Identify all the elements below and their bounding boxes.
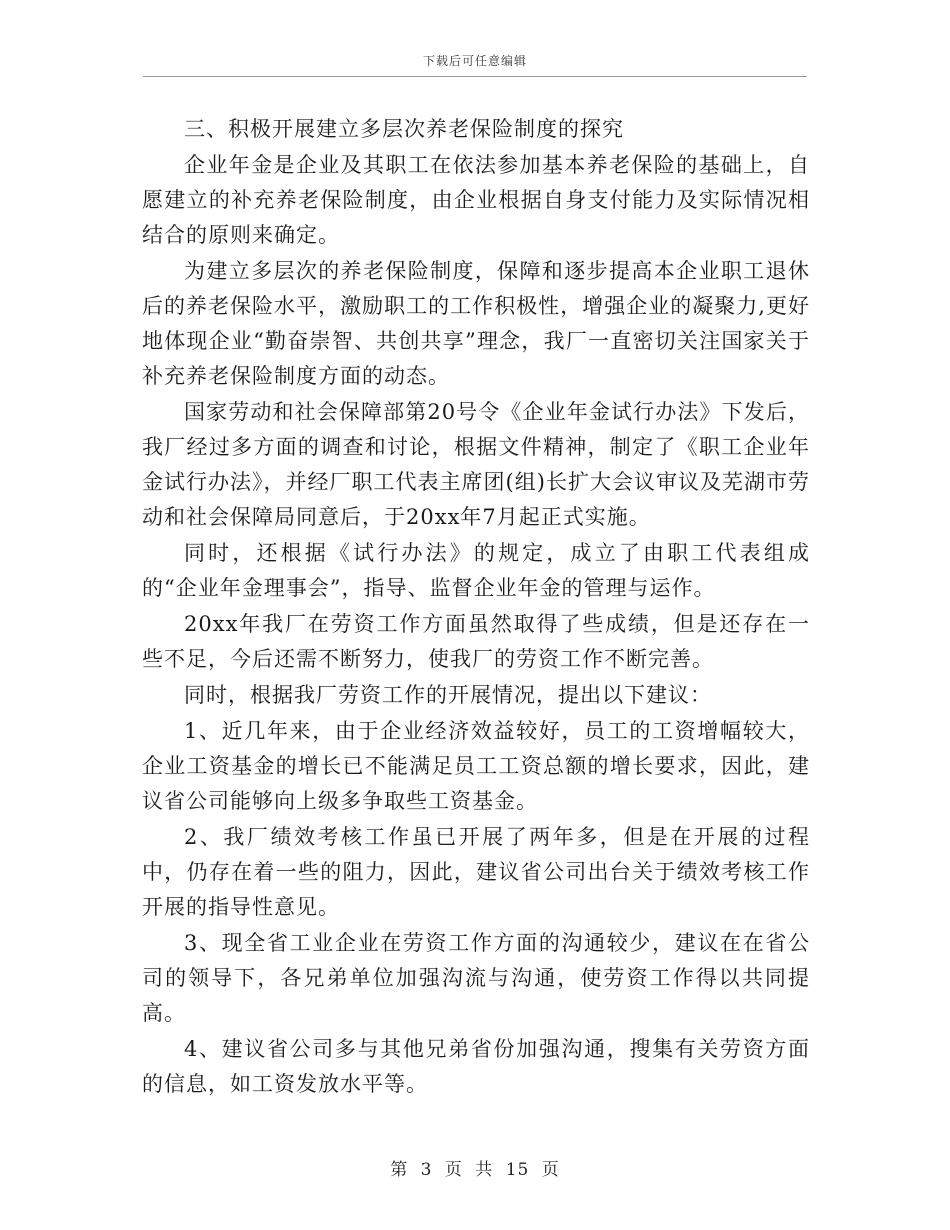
header-divider (143, 76, 807, 77)
page-header: 下载后可任意编辑 (422, 54, 527, 68)
paragraph-3: 国家劳动和社会保障部第20号令《企业年金试行办法》下发后，我厂经过多方面的调查和讨论，根据文件精神，制定了《职工企业年金试行办法》，并经厂职工代表主席团(组)长扩大会议审议及芜湖市劳动和社会保障局同意后，于20xx年7月起正式实施。 (142, 400, 810, 529)
page-number: 第 3 页 共 15 页 (390, 1160, 560, 1180)
paragraph-2: 为建立多层次的养老保险制度，保障和逐步提高本企业职工退休后的养老保险水平，激励职工的工作积极性，增强企业的凝聚力,更好地体现企业“勤奋崇智、共创共享”理念，我厂一直密切关注国家关于补充养老保险制度方面的动态。 (142, 259, 810, 388)
suggestion-1: 1、近几年来，由于企业经济效益较好，员工的工资增幅较大，企业工资基金的增长已不能满足员工工资总额的增长要求，因此，建议省公司能够向上级多争取些工资基金。 (142, 719, 810, 813)
paragraph-5: 20xx年我厂在劳资工作方面虽然取得了些成绩，但是还存在一些不足，今后还需不断努力，使我厂的劳资工作不断完善。 (142, 612, 810, 671)
paragraph-6: 同时，根据我厂劳资工作的开展情况，提出以下建议： (184, 683, 712, 707)
suggestion-2: 2、我厂绩效考核工作虽已开展了两年多，但是在开展的过程中，仍存在着一些的阻力，因此，建议省公司出台关于绩效考核工作开展的指导性意见。 (142, 825, 810, 919)
suggestion-4: 4、建议省公司多与其他兄弟省份加强沟通，搜集有关劳资方面的信息，如工资发放水平等。 (142, 1037, 810, 1096)
paragraph-4: 同时，还根据《试行办法》的规定，成立了由职工代表组成的“企业年金理事会”，指导、监督企业年金的管理与运作。 (142, 541, 810, 600)
section-heading: 三、积极开展建立多层次养老保险制度的探究 (184, 117, 624, 141)
document-body (142, 112, 810, 1103)
paragraph-1: 企业年金是企业及其职工在依法参加基本养老保险的基础上，自愿建立的补充养老保险制度，由企业根据自身支付能力及实际情况相结合的原则来确定。 (142, 153, 810, 247)
suggestion-3: 3、现全省工业企业在劳资工作方面的沟通较少，建议在在省公司的领导下，各兄弟单位加强沟流与沟通，使劳资工作得以共同提高。 (142, 931, 810, 1025)
